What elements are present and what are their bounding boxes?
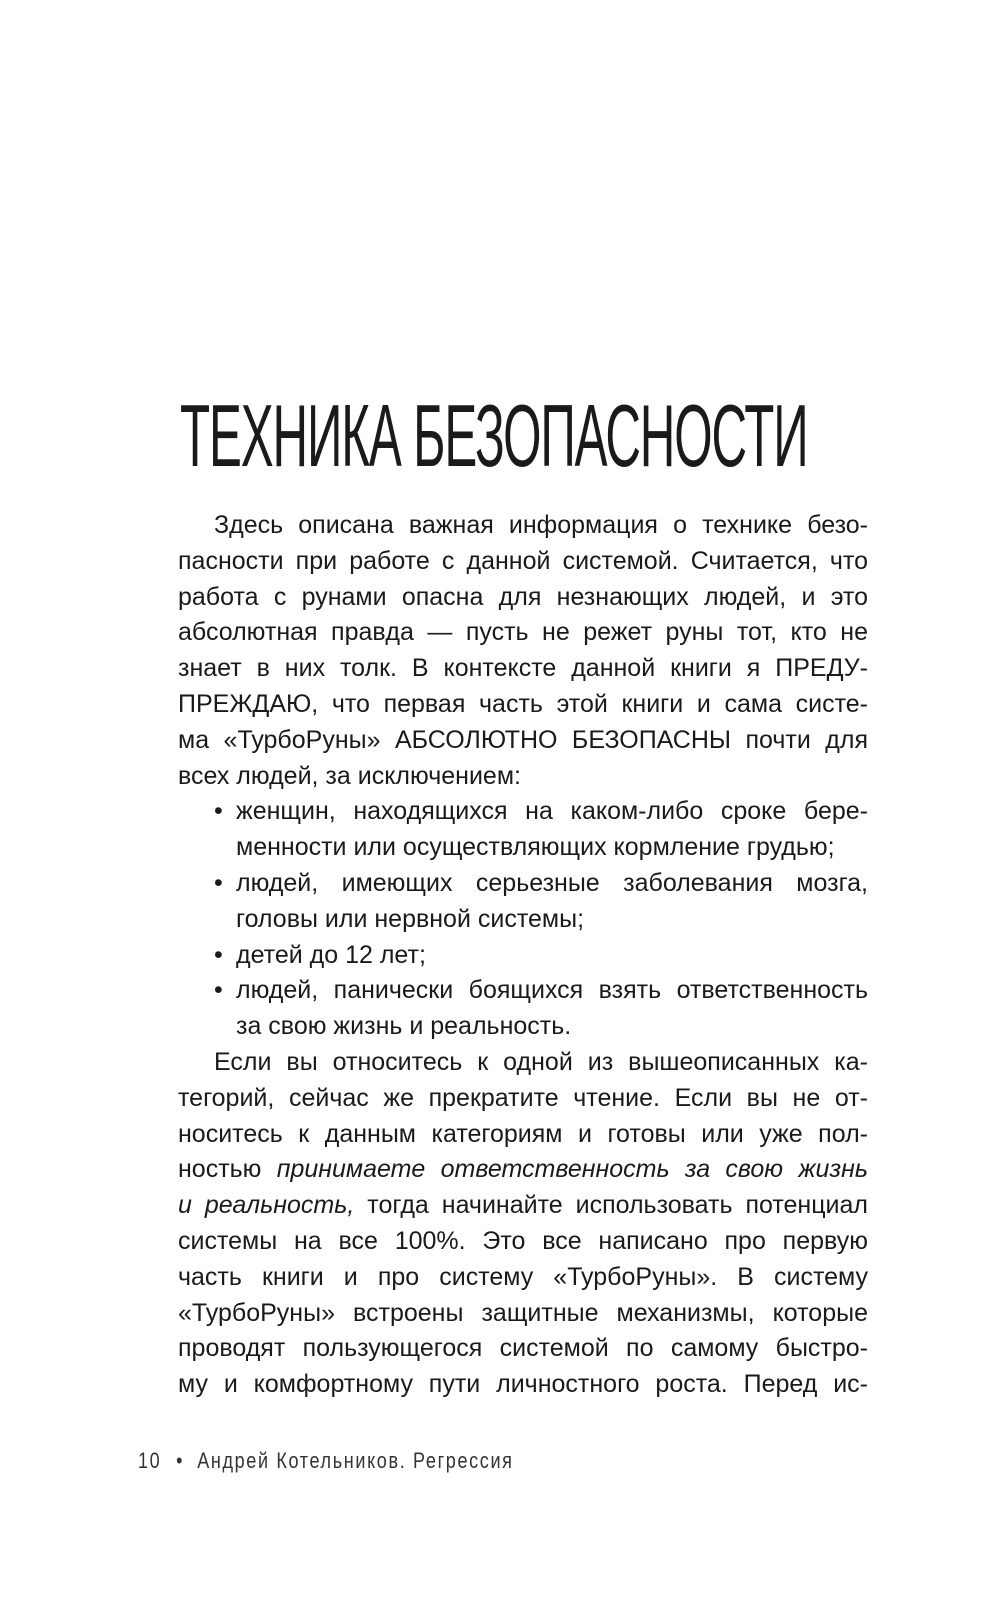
bullet-icon: •: [214, 868, 223, 897]
text-line: «ТурбоРуны» встроены защитные механизмы, которые: [178, 1298, 868, 1327]
text-line: [178, 1152, 868, 1188]
text-line: часть книги и про систему «ТурбоРуны». В систему: [178, 1262, 868, 1291]
text-line: Если вы относитесь к одной из вышеописанных ка-: [214, 1047, 868, 1076]
page-footer: [138, 1448, 514, 1474]
list-item-text: людей, имеющих серьезные заболевания мозга,: [236, 868, 868, 897]
list-item-continuation: менности или осуществляющих кормление грудью;: [236, 833, 835, 862]
text-line: ма «ТурбоРуны» АБСОЛЮТНО БЕЗОПАСНЫ почти для: [178, 725, 868, 754]
list-item: [178, 973, 868, 1009]
list-item: [178, 794, 868, 830]
text-segment: тогда начинайте использовать потенциал: [354, 1191, 868, 1220]
emphasis-text: принимаете ответственность за свою жизнь: [276, 1155, 868, 1184]
list-item-text: женщин, находящихся на каком-либо сроке бере-: [236, 797, 868, 826]
page-number: 10: [138, 1448, 162, 1473]
chapter-title: ТЕХНИКА БЕЗОПАСНОСТИ: [180, 386, 808, 485]
footer-separator: •: [176, 1448, 185, 1473]
list-item-text: детей до 12 лет;: [236, 940, 426, 969]
running-title: Андрей Котельников. Регрессия: [197, 1448, 514, 1473]
text-line: абсолютная правда — пусть не режет руны тот, кто не: [178, 618, 868, 647]
text-line: тегорий, сейчас же прекратите чтение. Если вы не от-: [178, 1083, 868, 1112]
text-segment: ностью: [178, 1155, 277, 1184]
text-line: му и комфортному пути личностного роста. Перед ис-: [178, 1370, 868, 1399]
text-line: всех людей, за исключением:: [178, 761, 521, 790]
list-item-text: людей, панически боящихся взять ответственность: [236, 976, 868, 1005]
text-line: работа с рунами опасна для незнающих людей, и это: [178, 582, 868, 611]
list-item: [178, 938, 868, 974]
body-text: [178, 508, 868, 1403]
text-line: носитесь к данным категориям и готовы или уже пол-: [178, 1119, 868, 1148]
bullet-icon: •: [214, 976, 223, 1005]
emphasis-text: и реальность,: [178, 1191, 355, 1220]
text-line: пасности при работе с данной системой. Считается, что: [178, 546, 868, 575]
text-line: ПРЕЖДАЮ, что первая часть этой книги и сама систе-: [178, 689, 868, 718]
text-line: системы на все 100%. Это все написано про первую: [178, 1226, 868, 1255]
list-item-continuation: за свою жизнь и реальность.: [236, 1012, 572, 1041]
text-line: Здесь описана важная информация о технике безо-: [214, 511, 868, 539]
text-line: знает в них толк. В контексте данной книги я ПРЕДУ-: [178, 654, 868, 683]
text-line: [178, 1188, 868, 1224]
list-item: [178, 866, 868, 902]
list-item-continuation: головы или нервной системы;: [236, 904, 585, 933]
bullet-icon: •: [214, 797, 223, 826]
bullet-icon: •: [214, 940, 223, 969]
text-line: проводят пользующегося системой по самому быстро-: [178, 1334, 868, 1363]
